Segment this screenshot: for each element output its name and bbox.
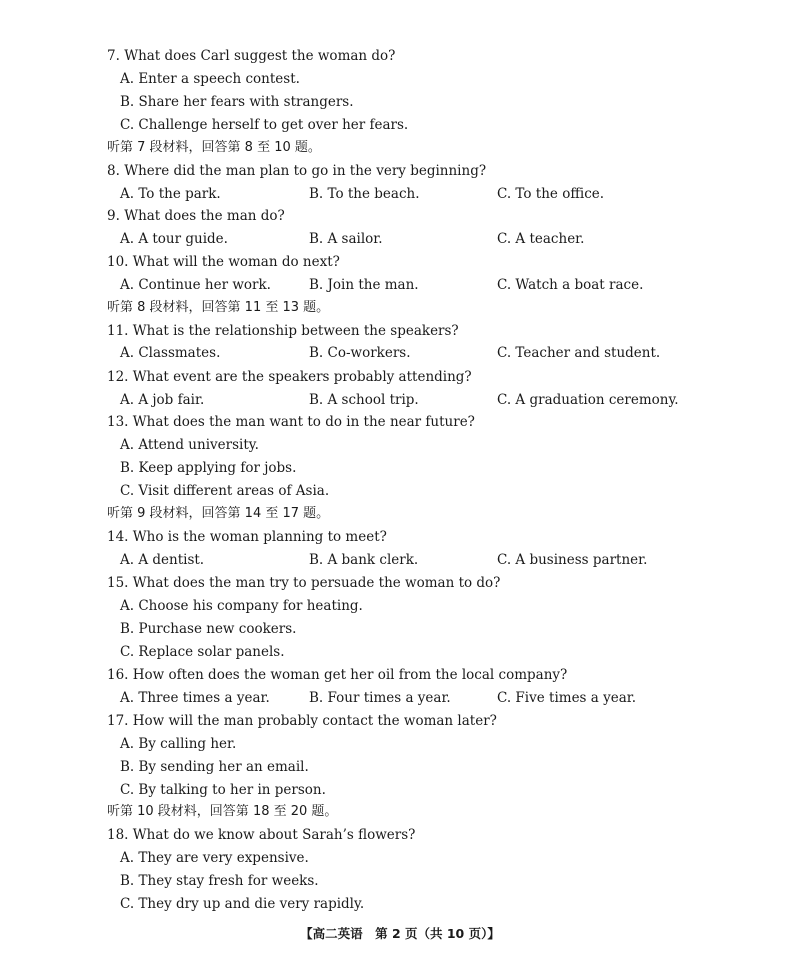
question-11: 11. What is the relationship between the speakers?	[107, 323, 459, 339]
option-16b: B. Four times a year.	[309, 690, 451, 706]
option-16c: C. Five times a year.	[497, 690, 637, 706]
option-12a: A. A job fair.	[120, 392, 205, 408]
question-17: 17. How will the man probably contact the woman later?	[107, 713, 497, 729]
option-8a: A. To the park.	[120, 186, 221, 202]
option-8c: C. To the office.	[497, 186, 605, 202]
option-7c: C. Challenge herself to get over her fears.	[120, 117, 409, 133]
page-footer	[0, 924, 800, 942]
question-13: 13. What does the man want to do in the near future?	[107, 414, 475, 430]
option-8b: B. To the beach.	[309, 186, 420, 202]
option-12c: C. A graduation ceremony.	[497, 392, 679, 408]
option-17b: B. By sending her an email.	[120, 759, 309, 775]
option-9a: A. A tour guide.	[120, 231, 228, 247]
option-13a: A. Attend university.	[120, 437, 259, 453]
option-18a: A. They are very expensive.	[120, 850, 309, 866]
section-instruction-8: 听第 8 段材料，回答第 11 至 13 题。	[107, 300, 330, 315]
option-15b: B. Purchase new cookers.	[120, 621, 297, 637]
question-8: 8. Where did the man plan to go in the very beginning?	[107, 163, 487, 179]
option-11b: B. Co-workers.	[309, 345, 411, 361]
option-17c: C. By talking to her in person.	[120, 782, 326, 798]
option-13c: C. Visit different areas of Asia.	[120, 483, 330, 499]
option-10a: A. Continue her work.	[120, 277, 271, 293]
option-11c: C. Teacher and student.	[497, 345, 661, 361]
section-instruction-10: 听第 10 段材料，回答第 18 至 20 题。	[107, 804, 338, 819]
question-10: 10. What will the woman do next?	[107, 254, 340, 270]
option-15c: C. Replace solar panels.	[120, 644, 285, 660]
question-18: 18. What do we know about Sarah’s flowers?	[107, 827, 416, 843]
section-instruction-7: 听第 7 段材料，回答第 8 至 10 题。	[107, 140, 321, 155]
option-18c: C. They dry up and die very rapidly.	[120, 896, 365, 912]
question-16: 16. How often does the woman get her oil from the local company?	[107, 667, 568, 683]
section-instruction-9: 听第 9 段材料，回答第 14 至 17 题。	[107, 506, 330, 521]
option-10c: C. Watch a boat race.	[497, 277, 644, 293]
option-14c: C. A business partner.	[497, 552, 648, 568]
question-14: 14. Who is the woman planning to meet?	[107, 529, 387, 545]
option-9c: C. A teacher.	[497, 231, 585, 247]
option-7a: A. Enter a speech contest.	[120, 71, 300, 87]
option-9b: B. A sailor.	[309, 231, 383, 247]
option-16a: A. Three times a year.	[120, 690, 270, 706]
option-14a: A. A dentist.	[120, 552, 205, 568]
option-17a: A. By calling her.	[120, 736, 237, 752]
option-18b: B. They stay fresh for weeks.	[120, 873, 319, 889]
option-7b: B. Share her fears with strangers.	[120, 94, 354, 110]
option-10b: B. Join the man.	[309, 277, 419, 293]
question-9: 9. What does the man do?	[107, 208, 285, 224]
question-15: 15. What does the man try to persuade the woman to do?	[107, 575, 501, 591]
option-12b: B. A school trip.	[309, 392, 419, 408]
footer-text: 【高二英语 第 2 页（共 10 页）】	[300, 926, 500, 941]
question-12: 12. What event are the speakers probably attending?	[107, 369, 472, 385]
option-14b: B. A bank clerk.	[309, 552, 419, 568]
question-7: 7. What does Carl suggest the woman do?	[107, 48, 396, 64]
option-11a: A. Classmates.	[120, 345, 221, 361]
option-13b: B. Keep applying for jobs.	[120, 460, 297, 476]
option-15a: A. Choose his company for heating.	[120, 598, 363, 614]
